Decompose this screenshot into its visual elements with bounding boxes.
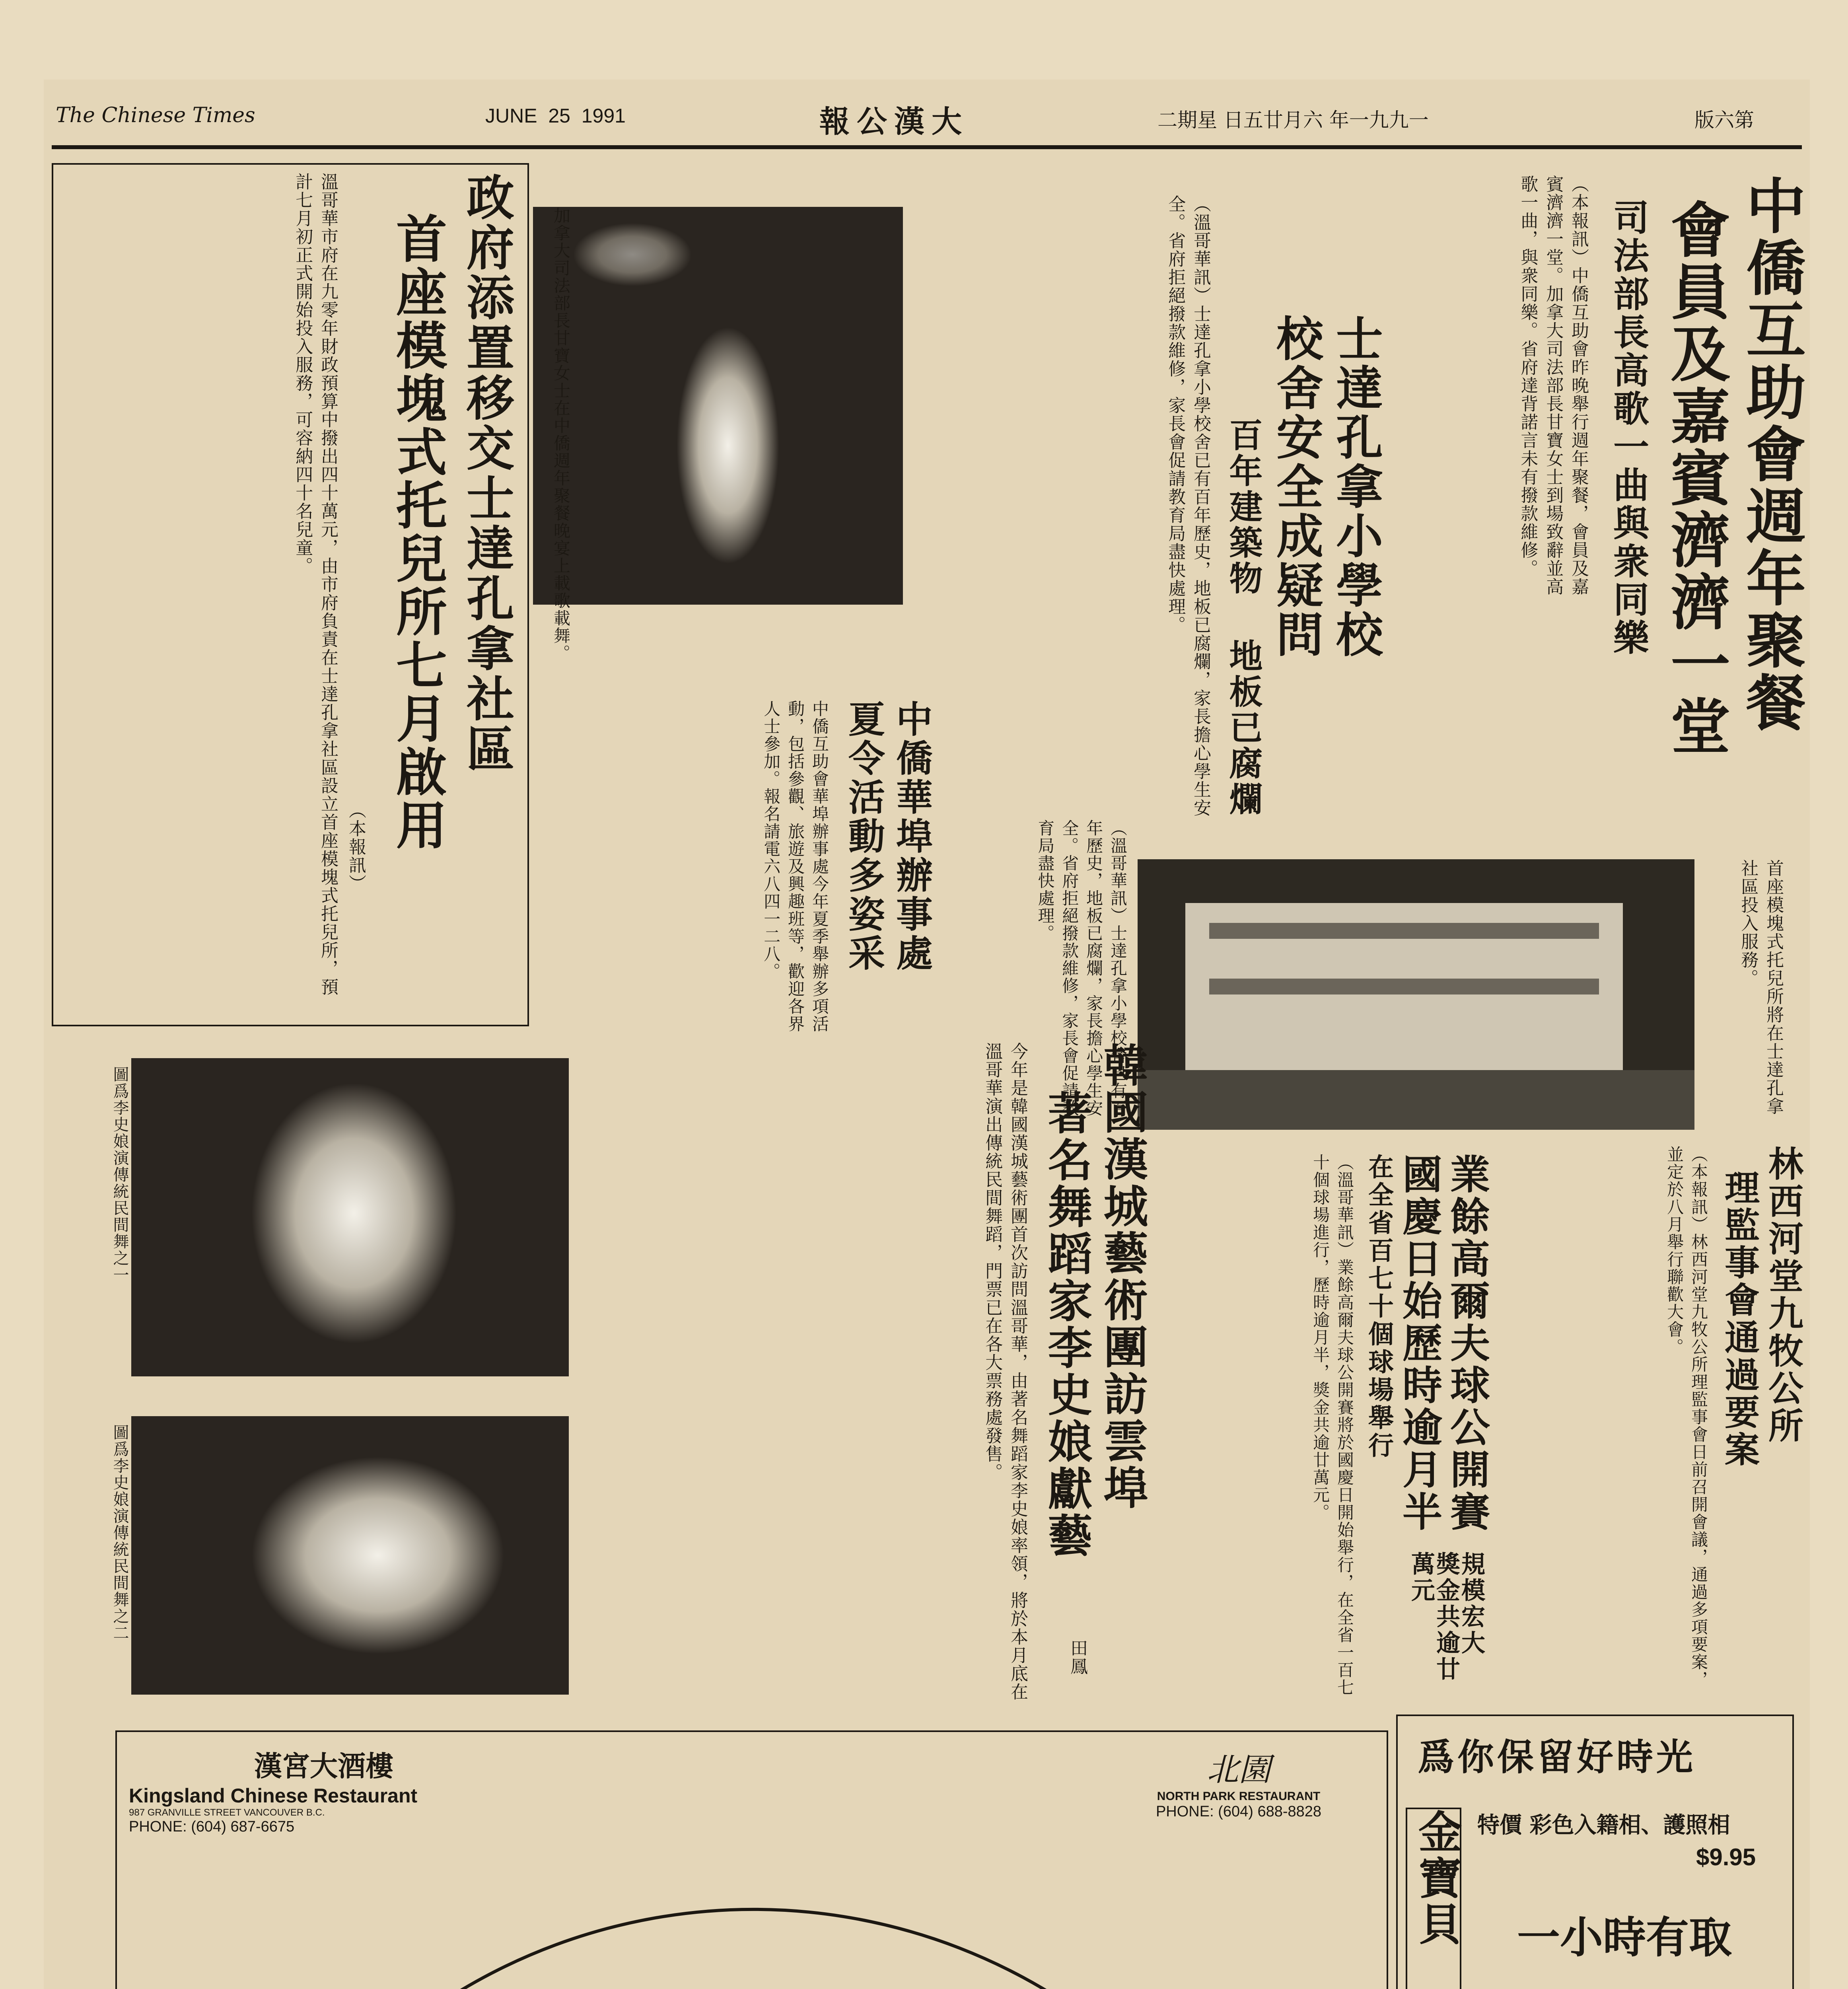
kingsland-phone: PHONE: (604) 687-6675 xyxy=(129,1818,295,1835)
building-photo-caption: 首座模塊式托兒所將在士達孔拿社區投入服務。 xyxy=(1738,859,1784,1115)
childcare-story xyxy=(52,163,529,1026)
korean-headline-1: 韓國漢城藝術團訪雲埠 xyxy=(1096,1042,1148,1512)
golf-subhead: 在全省百七十個球場舉行 xyxy=(1364,1154,1394,1460)
school-story xyxy=(919,195,1388,831)
photo-shop-one-hour: 一小時有取 xyxy=(1517,1913,1732,1963)
masthead-date-en: JUNE 25 1991 xyxy=(485,105,626,127)
top-right-body: （本報訊）中僑互助會昨晚舉行週年聚餐，會員及嘉賓濟濟一堂。加拿大司法部長甘寶女士到場致辭並高歌一曲，與衆同樂。省府達背諾言未有撥款維修。 xyxy=(1517,175,1589,596)
golf-body: （溫哥華訊）業餘高爾夫球公開賽將於國慶日開始舉行，在全省一百七十個球場進行，歷時逾月半，獎金共逾廿萬元。 xyxy=(1311,1154,1354,1696)
photo-shop-develop xyxy=(1660,1987,1744,1989)
masthead-date-zh: 二期星 日五廿月六 年一九九一 xyxy=(1157,109,1429,132)
top-right-headline-2: 會員及嘉賓濟濟一堂 xyxy=(1660,199,1730,757)
dancer-caption-2: 圖爲李史娘演傳統民間舞之二 xyxy=(111,1424,129,1641)
lin-headline-1: 林西河堂九牧公所 xyxy=(1763,1146,1804,1445)
modular-childcare-building-photo xyxy=(1138,859,1694,1130)
golf-headline-1: 業餘高爾夫球公開賽 xyxy=(1443,1154,1490,1533)
childcare-body: 溫哥華市府在九零年財政預算中撥出四十萬元，由市府負責在士達孔拿社區設立首座模塊式托兒所，預計七月初正式開始投入服務，可容納四十名兒童。 xyxy=(292,173,338,996)
childcare-headline-1: 政府添置移交士達孔拿社區 xyxy=(459,173,515,774)
newspaper-page xyxy=(44,80,1810,1989)
top-right-headline-3: 司法部長高歌一曲與衆同樂 xyxy=(1607,199,1649,657)
golf-headline-3: 規模宏大 獎金共逾廿萬元 xyxy=(1407,1551,1485,1683)
childcare-headline-2: 首座模塊式托兒所七月啟用 xyxy=(387,212,447,852)
golf-story xyxy=(1157,1154,1492,1707)
festival-body: 中僑互助會華埠辦事處今年夏季舉辦多項活動，包括參觀、旅遊及興趣班等，歡迎各界人士參加。報名請電六八四一二八。 xyxy=(761,700,829,1033)
photo-shop-ad xyxy=(1396,1715,1794,1989)
masthead-page-number: 版六第 xyxy=(1694,109,1754,132)
school-headline-3: 百年建築物 地板已腐爛 xyxy=(1224,418,1263,817)
kingsland-name-zh: 漢宮大酒樓 xyxy=(254,1750,393,1783)
school-headline-2: 校舍安全成疑問 xyxy=(1268,314,1324,660)
kingsland-name-en: Kingsland Chinese Restaurant xyxy=(129,1785,418,1807)
childcare-byline: （本報訊） xyxy=(346,801,366,893)
masthead-chinese-title: 報公漢大 xyxy=(819,104,969,139)
dinner-dance-photo xyxy=(533,207,903,605)
north-park-name-en: NORTH PARK RESTAURANT xyxy=(1157,1790,1321,1803)
masthead-rule xyxy=(52,145,1802,149)
north-park-name-zh: 北園 xyxy=(1207,1751,1270,1788)
fan-advertisement xyxy=(115,1730,1388,1989)
fan-graphic xyxy=(117,1732,1390,1989)
lin-headline-2: 理監事會通過要案 xyxy=(1719,1170,1760,1469)
school-headline-1: 士達孔拿小學校 xyxy=(1328,314,1383,660)
photo-shop-special: 特價 彩色入籍相、護照相 xyxy=(1477,1812,1730,1838)
photo-shop-price: $9.95 xyxy=(1696,1844,1756,1870)
dancer-caption-1: 圖爲李史娘演傳統民間舞之一 xyxy=(111,1066,129,1283)
korean-body: 今年是韓國漢城藝術團首次訪問溫哥華，由著名舞蹈家李史娘率領，將於本月底在溫哥華演出傳統民間舞蹈，門票已在各大票務處發售。 xyxy=(982,1042,1028,1701)
dancer-photo-1 xyxy=(131,1058,569,1376)
photo-shop-top: 爲你保留好時光 xyxy=(1418,1736,1696,1779)
golf-headline-2: 國慶日始歷時逾月半 xyxy=(1396,1154,1443,1533)
lin-body: （本報訊）林西河堂九牧公所理監事會日前召開會議，通過多項要案，並定於八月舉行聯歡大會。 xyxy=(1665,1146,1708,1688)
festival-story xyxy=(537,700,935,1042)
photo-shop-brand: 金寶貝 xyxy=(1406,1808,1461,1989)
lin-story xyxy=(1500,1146,1806,1703)
festival-headline-1: 中僑華埠辦事處 xyxy=(890,700,933,973)
north-park-phone: PHONE: (604) 688-8828 xyxy=(1155,1803,1322,1820)
korean-headline-2: 著名舞蹈家李史娘獻藝 xyxy=(1041,1090,1093,1559)
festival-headline-2: 夏令活動多姿采 xyxy=(842,700,885,973)
dancer-photo-2 xyxy=(131,1416,569,1695)
school-body: （溫哥華訊）士達孔拿小學校舍已有百年歷史，地板已腐爛，家長擔心學生安全。省府拒絕撥款維修，家長會促請教育局盡快處理。 xyxy=(1165,195,1211,817)
masthead-english-title: The Chinese Times xyxy=(56,103,255,127)
top-right-headline-1: 中僑互助會週年聚餐 xyxy=(1736,175,1806,734)
top-right-story xyxy=(1396,175,1806,891)
school-body-continued: （溫哥華訊）士達孔拿小學校舍已有百年歷史，地板已腐爛，家長擔心學生安全。省府拒絕撥款維修，家長會促請教育局盡快處理。 xyxy=(1035,819,1128,1117)
korean-byline: 田鳳 xyxy=(1067,1639,1087,1676)
kingsland-address: 987 GRANVILLE STREET VANCOUVER B.C. xyxy=(129,1807,325,1818)
dinner-photo-caption: 加拿大司法部長甘寶女士在中僑週年聚餐晚宴上載歌載舞。 xyxy=(551,207,571,662)
korean-story xyxy=(577,1042,1150,1703)
masthead xyxy=(44,95,1810,143)
